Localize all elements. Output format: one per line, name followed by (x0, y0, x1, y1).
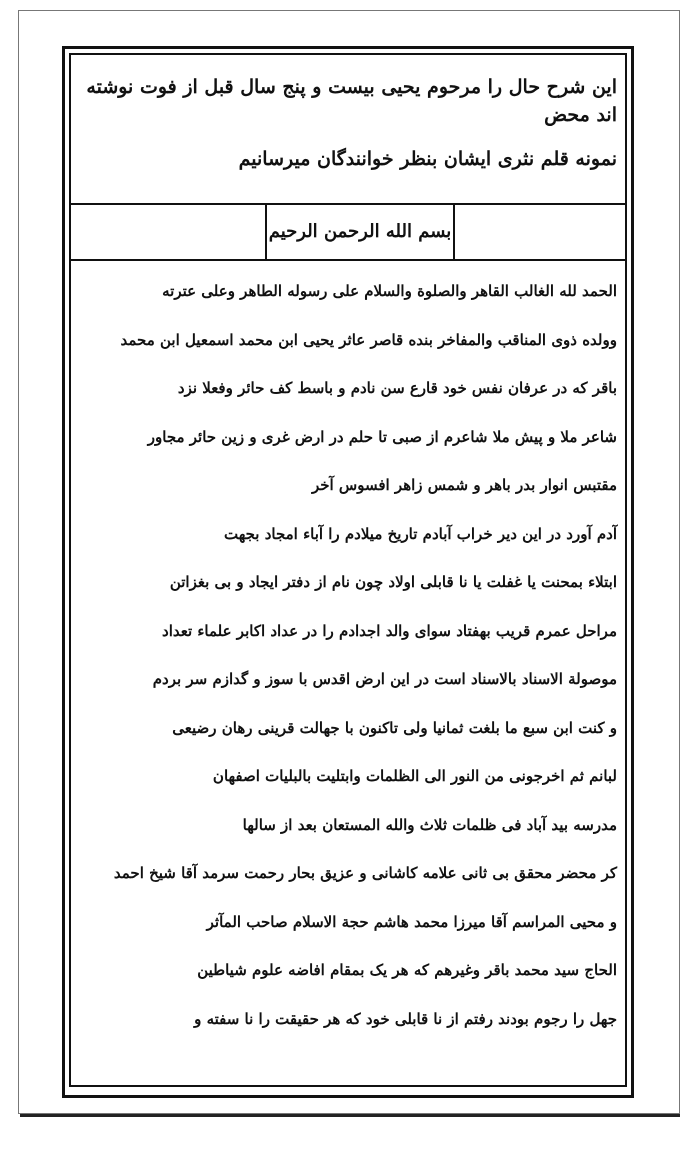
text-line: الحمد لله الغالب القاهر والصلوة والسلام علی رسوله الطاهر وعلی عترته (162, 282, 617, 300)
bottom-rule (20, 1114, 680, 1117)
header-line: نمونه قلم نثری ایشان بنظر خوانندگان میرسانیم (238, 148, 617, 170)
text-line: لبانم ثم اخرجونی من النور الی الظلمات وابتلیت بالبلیات اصفهان (212, 767, 617, 785)
manuscript-inner-frame (69, 53, 627, 1087)
bismillah-box: بسم الله الرحمن الرحیم (265, 205, 455, 259)
text-line: ابتلاء بمحنت یا غفلت یا نا قابلی اولاد چون نام از دفتر ایجاد و بی بغزاتن (169, 573, 617, 591)
text-line: و کنت ابن سبع ما بلغت ثمانیا ولی تاکنون با جهالت قرینی رهان رضیعی (172, 718, 617, 737)
text-line: شاعر ملا و پیش ملا شاعرم از صبی تا حلم در ارض غری و زین حائر مجاور (147, 427, 617, 446)
text-line: الحاج سید محمد باقر وغیرهم که هر یک بمقام افاضه علوم شیاطین (197, 961, 617, 979)
header-line: این شرح حال را مرحوم یحیی بیست و پنج سال قبل از فوت نوشته اند محض (86, 76, 617, 126)
manuscript-frame (62, 46, 634, 1098)
text-line: مراحل عمرم قریب بهفتاد سوای والد اجدادم را در عداد اکابر علماء تعداد (162, 621, 617, 640)
text-line: کر محضر محقق بی ثانی علامه کاشانی و عزیق بحار رحمت سرمد آقا شیخ احمد (113, 864, 617, 882)
text-line: باقر که در عرفان نفس خود قارع سن نادم و باسط کف حائر وفعلا نزد (177, 379, 617, 397)
text-line: مقتبس انوار بدر باهر و شمس زاهر افسوس آخر (311, 476, 617, 494)
text-line: موصولة الاسناد بالاسناد است در این ارض اقدس با سوز و گدازم سر بردم (152, 670, 617, 688)
header-box (71, 55, 625, 205)
manuscript-body (71, 261, 625, 1053)
text-line: آدم آورد در این دیر خراب آبادم تاریخ میلادم را آباء امجاد بجهت (223, 524, 617, 543)
bismillah-row (71, 205, 625, 261)
text-line: وولده ذوی المناقب والمفاخر بنده قاصر عاثر یحیی ابن محمد اسمعیل ابن محمد (120, 330, 617, 349)
text-line: مدرسه بید آباد فی ظلمات ثلاث والله المستعان بعد از سالها (242, 815, 617, 834)
text-line: جهل را رجوم بودند رفتم از نا قابلی خود که هر حقیقت را نا سفته و (194, 1009, 617, 1028)
text-line: و محیی المراسم آقا میرزا محمد هاشم حجة الاسلام صاحب المآثر (206, 912, 617, 931)
